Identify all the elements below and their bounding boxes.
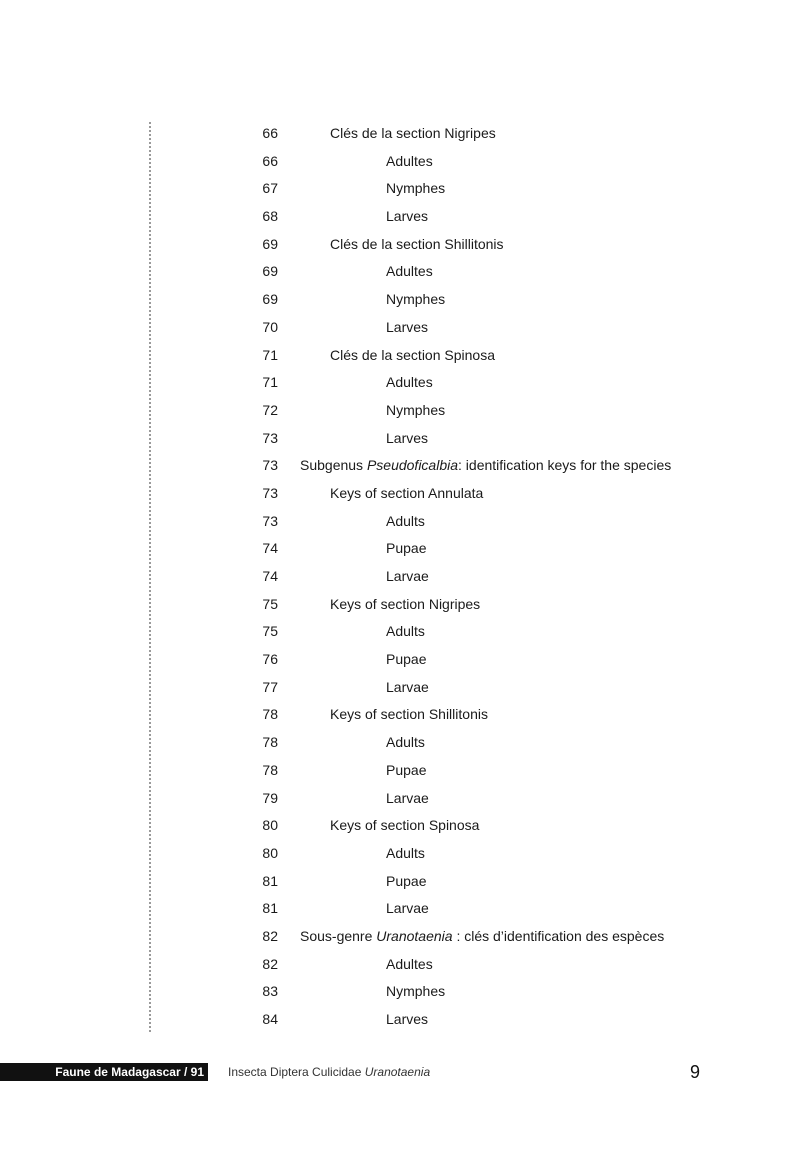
toc-entry: Adultes — [386, 152, 433, 169]
toc-row — [0, 452, 800, 480]
toc-entry: Larvae — [386, 678, 429, 695]
toc-entry: Adultes — [386, 263, 433, 280]
toc-entry: Larvae — [386, 789, 429, 806]
toc-entry-suffix: : clés d’identification des espèces — [452, 927, 665, 944]
toc-entry: Larves — [386, 429, 429, 446]
toc-page-number: 76 — [262, 651, 278, 668]
toc-entry: Clés de la section Spinosa — [330, 346, 495, 363]
toc-row — [0, 591, 800, 619]
toc-entry: Clés de la section Nigripes — [330, 125, 496, 141]
toc-page-number: 79 — [262, 789, 278, 806]
toc-row — [0, 729, 800, 757]
toc-page-number: 83 — [262, 983, 278, 1000]
toc-row — [0, 120, 800, 148]
toc-page-number: 75 — [262, 623, 278, 640]
toc-row — [0, 369, 800, 397]
toc-entry: Clés de la section Shillitonis — [330, 235, 504, 252]
toc-page-number: 82 — [262, 955, 278, 972]
toc-page-number: 68 — [262, 208, 278, 225]
toc-entry: Pupae — [386, 651, 427, 668]
toc-page-number: 78 — [262, 761, 278, 778]
toc-page-number: 75 — [262, 595, 278, 612]
toc-entry: Larvae — [386, 568, 429, 584]
toc-entry: Keys of section Shillitonis — [330, 706, 488, 723]
toc-entry: Adults — [386, 734, 425, 751]
toc-row — [0, 535, 800, 563]
toc-page-number: 74 — [262, 540, 278, 557]
toc-row — [0, 258, 800, 286]
toc-entry: Pupae — [386, 540, 427, 557]
toc-page-number: 78 — [262, 706, 278, 723]
toc-page-number: 84 — [262, 1011, 278, 1027]
toc-entry-taxon: Uranotaenia — [376, 927, 453, 944]
toc-entry: Nymphes — [386, 180, 446, 197]
toc-page-number: 67 — [262, 180, 278, 197]
toc-entry-prefix: Sous-genre — [300, 927, 377, 944]
toc-row — [0, 425, 800, 453]
toc-row — [0, 701, 800, 729]
toc-entry: Adults — [386, 844, 425, 861]
toc-page-number: 77 — [262, 678, 278, 695]
toc-entry: Adults — [386, 623, 425, 640]
toc-row — [0, 508, 800, 536]
toc-row — [0, 286, 800, 314]
toc-page-number: 82 — [262, 927, 278, 944]
toc-page-number: 69 — [262, 263, 278, 280]
toc-page-number: 73 — [262, 457, 278, 474]
toc-page-number: 81 — [262, 900, 278, 917]
toc-row — [0, 895, 800, 923]
toc-entry: Larves — [386, 318, 429, 335]
page-number: 9 — [690, 1062, 701, 1082]
toc-entry: Keys of section Spinosa — [330, 817, 480, 834]
toc-row — [0, 646, 800, 674]
running-title-text: Insecta Diptera Culicidae — [228, 1065, 365, 1079]
toc-row — [0, 397, 800, 425]
toc-row — [0, 951, 800, 979]
toc-row — [0, 840, 800, 868]
toc-row — [0, 342, 800, 370]
running-title — [228, 1063, 430, 1081]
toc-entry: Keys of section Annulata — [330, 484, 484, 501]
toc-page-number: 73 — [262, 429, 278, 446]
toc-row — [0, 978, 800, 1006]
toc-row — [0, 203, 800, 231]
toc-entry: Adults — [386, 512, 425, 529]
toc-row — [0, 231, 800, 259]
toc-entry-prefix: Subgenus — [300, 457, 367, 474]
toc-entry: Nymphes — [386, 983, 446, 1000]
toc-entry: Keys of section Nigripes — [330, 595, 481, 612]
toc-entry: Larves — [386, 208, 429, 225]
toc-entry: Pupae — [386, 761, 427, 778]
toc-entry: Nymphes — [386, 291, 446, 308]
toc-page-number: 69 — [262, 235, 278, 252]
toc-page-number: 66 — [262, 125, 278, 141]
toc-row — [0, 175, 800, 203]
series-band — [0, 1063, 208, 1081]
toc-entry-suffix: : identification keys for the species — [458, 457, 672, 474]
toc-page-number: 66 — [262, 152, 278, 169]
toc-row — [0, 148, 800, 176]
page-footer — [0, 1063, 800, 1083]
toc-row — [0, 923, 800, 951]
toc-entry: Adultes — [386, 955, 433, 972]
toc-page-number: 80 — [262, 844, 278, 861]
toc-page-number: 70 — [262, 318, 278, 335]
toc-page-number: 69 — [262, 291, 278, 308]
toc-page-number: 71 — [262, 346, 278, 363]
series-label: Faune de Madagascar / 91 — [55, 1065, 204, 1079]
toc-entry: Adultes — [386, 374, 433, 391]
toc-entry: Pupae — [386, 872, 427, 889]
toc-page-number: 80 — [262, 817, 278, 834]
toc-row — [0, 785, 800, 813]
toc-page-number: 81 — [262, 872, 278, 889]
toc-page-number: 72 — [262, 401, 278, 418]
toc-row — [0, 618, 800, 646]
toc-entry — [300, 923, 664, 951]
toc-page-number: 73 — [262, 512, 278, 529]
toc-page-number: 73 — [262, 484, 278, 501]
toc-row — [0, 757, 800, 785]
toc-entry: Nymphes — [386, 401, 446, 418]
running-title-genus: Uranotaenia — [364, 1065, 431, 1079]
toc-row — [0, 1006, 800, 1034]
toc-row — [0, 868, 800, 896]
toc-entry: Larvae — [386, 900, 429, 917]
toc-row — [0, 563, 800, 591]
toc-row — [0, 314, 800, 342]
toc-row — [0, 674, 800, 702]
toc-entry: Larves — [386, 1011, 429, 1027]
toc-page-number: 74 — [262, 568, 278, 584]
table-of-contents — [0, 120, 800, 1034]
toc-page-number: 78 — [262, 734, 278, 751]
toc-entry-taxon: Pseudoficalbia — [366, 457, 459, 474]
toc-entry — [300, 452, 671, 480]
toc-page-number: 71 — [262, 374, 278, 391]
toc-row — [0, 480, 800, 508]
toc-row — [0, 812, 800, 840]
